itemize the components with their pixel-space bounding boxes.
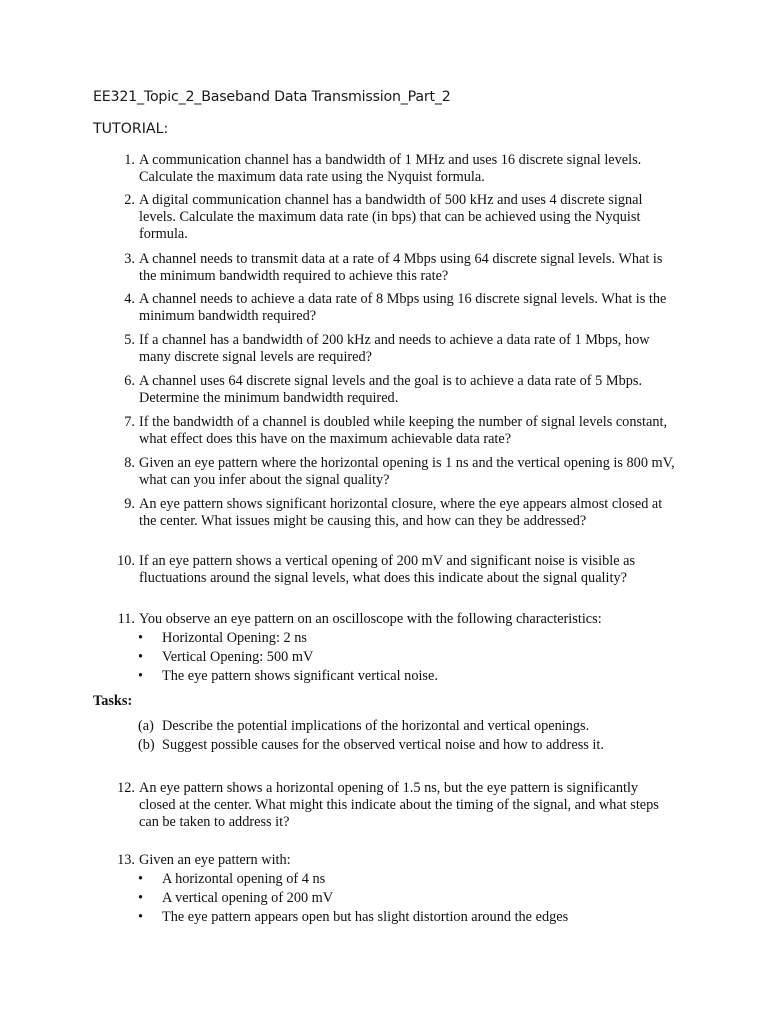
task-item — [138, 718, 678, 735]
question-number: 6. — [124, 373, 135, 389]
bullet-text: Vertical Opening: 500 mV — [162, 649, 314, 665]
bullet-item — [138, 668, 678, 685]
question-number: 1. — [124, 152, 135, 168]
question-item — [115, 332, 675, 366]
question-number: 9. — [124, 496, 135, 512]
bullet-text: A vertical opening of 200 mV — [162, 890, 334, 906]
question-text: If a channel has a bandwidth of 200 kHz and needs to achieve a data rate of 1 Mbps, how many discrete signal levels are required? — [139, 332, 650, 366]
question-text: If the bandwidth of a channel is doubled while keeping the number of signal levels constant, what effect does this have on the maximum achievable data rate? — [139, 414, 668, 448]
question-item — [115, 251, 675, 285]
bullet-icon: • — [138, 909, 144, 925]
question-item — [115, 414, 675, 448]
question-text: An eye pattern shows a horizontal opening of 1.5 ns, but the eye pattern is significantly closed at the center. What might this indicate about the timing of the signal, and what steps can be taken to address it? — [139, 780, 659, 831]
question-number: 10. — [117, 553, 135, 569]
question-text: A communication channel has a bandwidth of 1 MHz and uses 16 discrete signal levels. Calculate the maximum data rate using the Nyquist formula. — [139, 152, 642, 186]
bullet-item — [138, 909, 678, 926]
bullet-icon: • — [138, 890, 144, 906]
question-number: 13. — [117, 852, 135, 868]
document-title: EE321_Topic_2_Baseband Data Transmission_Part_2 — [93, 89, 451, 105]
question-item — [115, 192, 675, 244]
bullet-text: The eye pattern shows significant vertical noise. — [162, 668, 438, 684]
task-label: (b) — [138, 737, 155, 753]
question-text: An eye pattern shows significant horizontal closure, where the eye appears almost closed at the center. What issues might be causing this, and how can they be addressed? — [139, 496, 663, 530]
question-number: 8. — [124, 455, 135, 471]
question-item — [115, 291, 675, 325]
question-item — [115, 496, 675, 530]
tasks-heading: Tasks: — [93, 693, 133, 709]
task-label: (a) — [138, 718, 154, 734]
question-text: A channel needs to transmit data at a rate of 4 Mbps using 64 discrete signal levels. What is the minimum bandwidth required to achieve this rate? — [139, 251, 663, 285]
question-item — [115, 780, 675, 832]
bullet-icon: • — [138, 630, 144, 646]
tutorial-heading: TUTORIAL: — [93, 121, 169, 137]
question-item — [115, 553, 675, 587]
task-text: Describe the potential implications of the horizontal and vertical openings. — [162, 718, 590, 734]
question-text: A channel uses 64 discrete signal levels and the goal is to achieve a data rate of 5 Mbps. Determine the minimum bandwidth required. — [139, 373, 643, 407]
bullet-item — [138, 630, 678, 647]
question-text: If an eye pattern shows a vertical opening of 200 mV and significant noise is visible as fluctuations around the signal levels, what does this indicate about the signal quality? — [139, 553, 636, 587]
question-number: 4. — [124, 291, 135, 307]
bullet-item — [138, 890, 678, 907]
question-item — [115, 455, 675, 489]
question-number: 2. — [124, 192, 135, 208]
task-item — [138, 737, 678, 754]
question-item — [115, 852, 675, 869]
question-item — [115, 611, 675, 628]
bullet-text: A horizontal opening of 4 ns — [162, 871, 326, 887]
question-number: 11. — [117, 611, 135, 627]
bullet-text: Horizontal Opening: 2 ns — [162, 630, 307, 646]
question-number: 12. — [117, 780, 135, 796]
task-text: Suggest possible causes for the observed vertical noise and how to address it. — [162, 737, 604, 753]
question-number: 5. — [124, 332, 135, 348]
question-text: You observe an eye pattern on an oscilloscope with the following characteristics: — [139, 611, 602, 627]
bullet-icon: • — [138, 871, 144, 887]
bullet-item — [138, 871, 678, 888]
question-text: Given an eye pattern where the horizontal opening is 1 ns and the vertical opening is 800 mV, what can you infer about the signal quality? — [139, 455, 675, 489]
question-text: A channel needs to achieve a data rate of 8 Mbps using 16 discrete signal levels. What is the minimum bandwidth required? — [139, 291, 667, 325]
question-item — [115, 373, 675, 407]
question-number: 3. — [124, 251, 135, 267]
bullet-item — [138, 649, 678, 666]
bullet-text: The eye pattern appears open but has slight distortion around the edges — [162, 909, 569, 925]
bullet-icon: • — [138, 649, 144, 665]
question-number: 7. — [124, 414, 135, 430]
question-text: Given an eye pattern with: — [139, 852, 291, 868]
bullet-icon: • — [138, 668, 144, 684]
question-item — [115, 152, 675, 186]
question-text: A digital communication channel has a bandwidth of 500 kHz and uses 4 discrete signal levels. Calculate the maximum data rate (in bps) that can be achieved using the Nyquist formula. — [139, 192, 643, 243]
